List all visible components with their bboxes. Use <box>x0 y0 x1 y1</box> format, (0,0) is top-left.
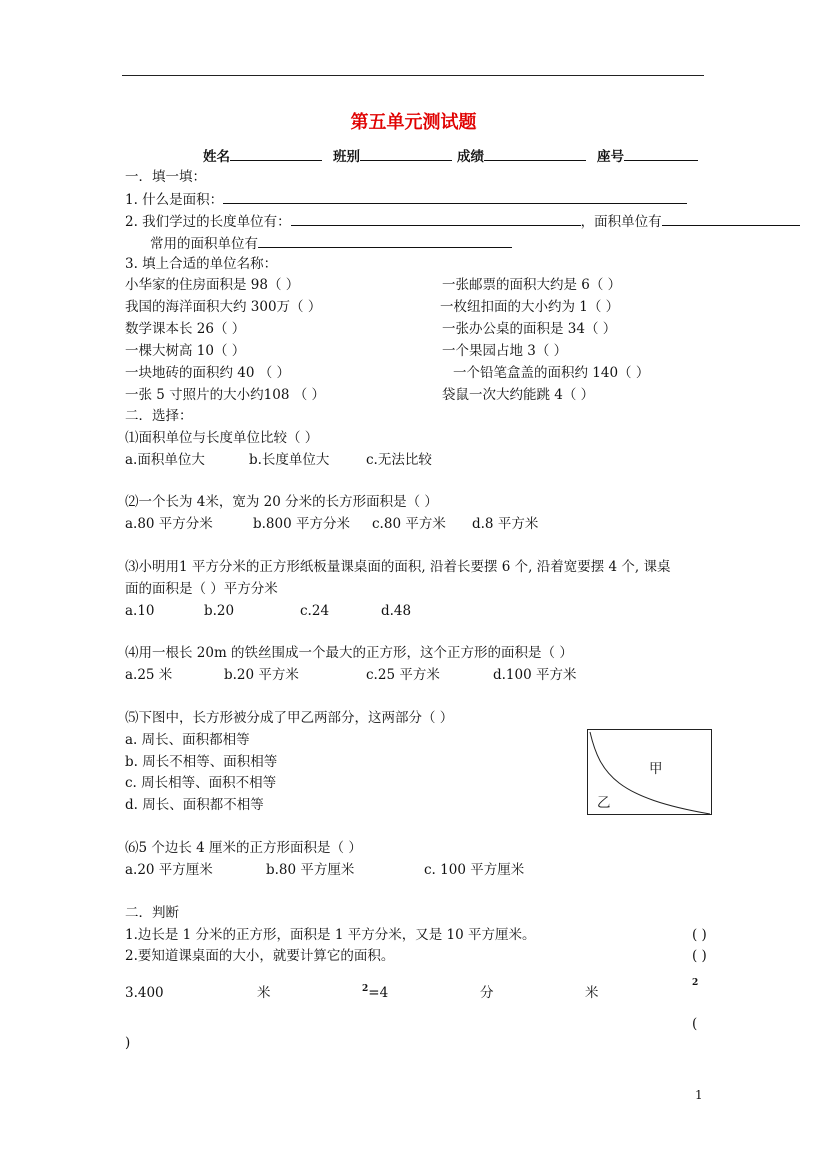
fill-q2-blank-2[interactable] <box>662 211 800 226</box>
judge-q3-unit-2: 分 <box>480 985 494 1001</box>
name-blank[interactable] <box>230 146 322 161</box>
choice-q3-line1: ⑶小明用1 平方分米的正方形纸板量课桌面的面积, 沿着长要摆 6 个, 沿着宽要摆 4 个, 课桌 <box>125 559 671 575</box>
judge-q2-answer[interactable]: ( ) <box>692 948 707 964</box>
figure-label-upper: 甲 <box>649 761 663 777</box>
section2-heading: 二．选择： <box>125 408 193 424</box>
score-field <box>457 146 586 166</box>
choice-q2-option-a[interactable]: a.80 平方分米 <box>125 516 213 532</box>
unit-item-left: 数学课本长 26（ ） <box>125 321 246 337</box>
judge-q1-answer[interactable]: ( ) <box>692 927 707 943</box>
fill-q2-blank-1[interactable] <box>291 211 581 226</box>
choice-q4-option-b[interactable]: b.20 平方米 <box>224 667 299 683</box>
fill-q3: 3. 填上合适的单位名称： <box>125 256 278 272</box>
class-label: 班别 <box>333 149 360 165</box>
fill-q1 <box>125 189 687 209</box>
choice-q3-option-b[interactable]: b.20 <box>204 603 235 619</box>
choice-q6-option-c[interactable]: c. 100 平方厘米 <box>424 862 525 878</box>
choice-q1: ⑴面积单位与长度单位比较（ ） <box>125 430 319 446</box>
seat-label: 座号 <box>597 149 624 165</box>
choice-q2-option-c[interactable]: c.80 平方米 <box>372 516 446 532</box>
seat-blank[interactable] <box>624 146 698 161</box>
score-label: 成绩 <box>457 149 484 165</box>
choice-q5-option-b[interactable]: b. 周长不相等、面积相等 <box>125 754 278 770</box>
judge-q3-exp-2 <box>692 978 698 998</box>
choice-q1-option-b[interactable]: b.长度单位大 <box>249 452 330 468</box>
seat-field <box>597 146 698 166</box>
page-number: 1 <box>695 1088 703 1102</box>
name-field <box>203 146 322 166</box>
choice-q6-option-a[interactable]: a.20 平方厘米 <box>125 862 213 878</box>
section3-heading: 二．判断 <box>125 905 179 921</box>
choice-q6: ⑹5 个边长 4 厘米的正方形面积是（ ） <box>125 840 362 856</box>
choice-q4-option-a[interactable]: a.25 米 <box>125 667 173 683</box>
choice-q5: ⑸下图中，长方形被分成了甲乙两部分，这两部分（ ） <box>125 710 454 726</box>
unit-item-left: 小华家的住房面积是 98（ ） <box>125 277 300 293</box>
unit-item-right: 一张邮票的面积大约是 6（ ） <box>442 277 622 293</box>
choice-q2-option-b[interactable]: b.800 平方分米 <box>253 516 350 532</box>
unit-item-left: 一张 5 寸照片的大小约108 （ ） <box>125 387 326 403</box>
unit-item-left: 我国的海洋面积大约 300万（ ） <box>125 299 322 315</box>
judge-q3-paren-open[interactable]: ( <box>692 1016 698 1032</box>
choice-q5-option-a[interactable]: a. 周长、面积都相等 <box>125 732 250 748</box>
fill-q2-line2 <box>150 233 512 253</box>
choice-q4: ⑷用一根长 20m 的铁丝围成一个最大的正方形，这个正方形的面积是（ ） <box>125 645 573 661</box>
superscript-2: 2 <box>692 978 699 988</box>
choice-q4-option-c[interactable]: c.25 平方米 <box>366 667 440 683</box>
judge-q1: 1.边长是 1 分米的正方形，面积是 1 平方分米，又是 10 平方厘米。 <box>125 927 536 943</box>
unit-item-right: 袋鼠一次大约能跳 4（ ） <box>442 387 595 403</box>
fill-q2-mid: ，面积单位有 <box>580 214 662 230</box>
choice-q5-option-d[interactable]: d. 周长、面积都不相等 <box>125 797 264 813</box>
choice-q3-option-d[interactable]: d.48 <box>381 603 412 619</box>
unit-item-right: 一个铅笔盒盖的面积约 140（ ） <box>453 365 650 381</box>
name-label: 姓名 <box>203 149 230 165</box>
choice-q3-option-a[interactable]: a.10 <box>125 603 155 619</box>
fill-q2-blank-3[interactable] <box>258 233 512 248</box>
page-title: 第五单元测试题 <box>350 112 477 133</box>
judge-q3-equals: =4 <box>368 985 389 1001</box>
choice-q4-option-d[interactable]: d.100 平方米 <box>493 667 577 683</box>
judge-q3-unit-1: 米 <box>257 985 271 1001</box>
score-blank[interactable] <box>484 146 586 161</box>
judge-q3-unit-3: 米 <box>585 985 599 1001</box>
class-field <box>333 146 452 166</box>
fill-q1-text: 1. 什么是面积： <box>125 192 224 208</box>
fill-q2 <box>125 211 800 231</box>
choice-q1-option-c[interactable]: c.无法比较 <box>366 452 432 468</box>
judge-q3-paren-close: ) <box>125 1035 131 1051</box>
superscript-2: 2 <box>362 984 369 994</box>
unit-item-right: 一张办公桌的面积是 34（ ） <box>442 321 617 337</box>
unit-item-right: 一个果园占地 3（ ） <box>442 343 568 359</box>
choice-q3-option-c[interactable]: c.24 <box>300 603 330 619</box>
figure-label-lower: 乙 <box>597 795 611 811</box>
header-rule <box>122 75 704 76</box>
choice-q1-option-a[interactable]: a.面积单位大 <box>125 452 205 468</box>
fill-q2-text: 2. 我们学过的长度单位有： <box>125 214 291 230</box>
judge-q2: 2.要知道课桌面的大小，就要计算它的面积。 <box>125 948 395 964</box>
class-blank[interactable] <box>360 146 452 161</box>
judge-q3-number: 3.400 <box>125 985 164 1001</box>
choice-q6-option-b[interactable]: b.80 平方厘米 <box>266 862 355 878</box>
unit-item-right: 一枚纽扣面的大小约为 1（ ） <box>440 299 620 315</box>
choice-q2-option-d[interactable]: d.8 平方米 <box>472 516 539 532</box>
fill-q1-blank[interactable] <box>223 189 687 204</box>
fill-q2-line2-text: 常用的面积单位有 <box>150 236 258 252</box>
section1-heading: 一．填一填： <box>125 169 206 185</box>
choice-q3-line2: 面的面积是（ ）平方分米 <box>125 581 278 597</box>
choice-q2: ⑵一个长为 4米，宽为 20 分米的长方形面积是（ ） <box>125 494 438 510</box>
judge-q3-exp-1 <box>362 984 388 1004</box>
unit-item-left: 一棵大树高 10（ ） <box>125 343 246 359</box>
rectangle-figure <box>587 729 712 815</box>
choice-q5-option-c[interactable]: c. 周长相等、面积不相等 <box>125 775 277 791</box>
unit-item-left: 一块地砖的面积约 40 （ ） <box>125 365 291 381</box>
